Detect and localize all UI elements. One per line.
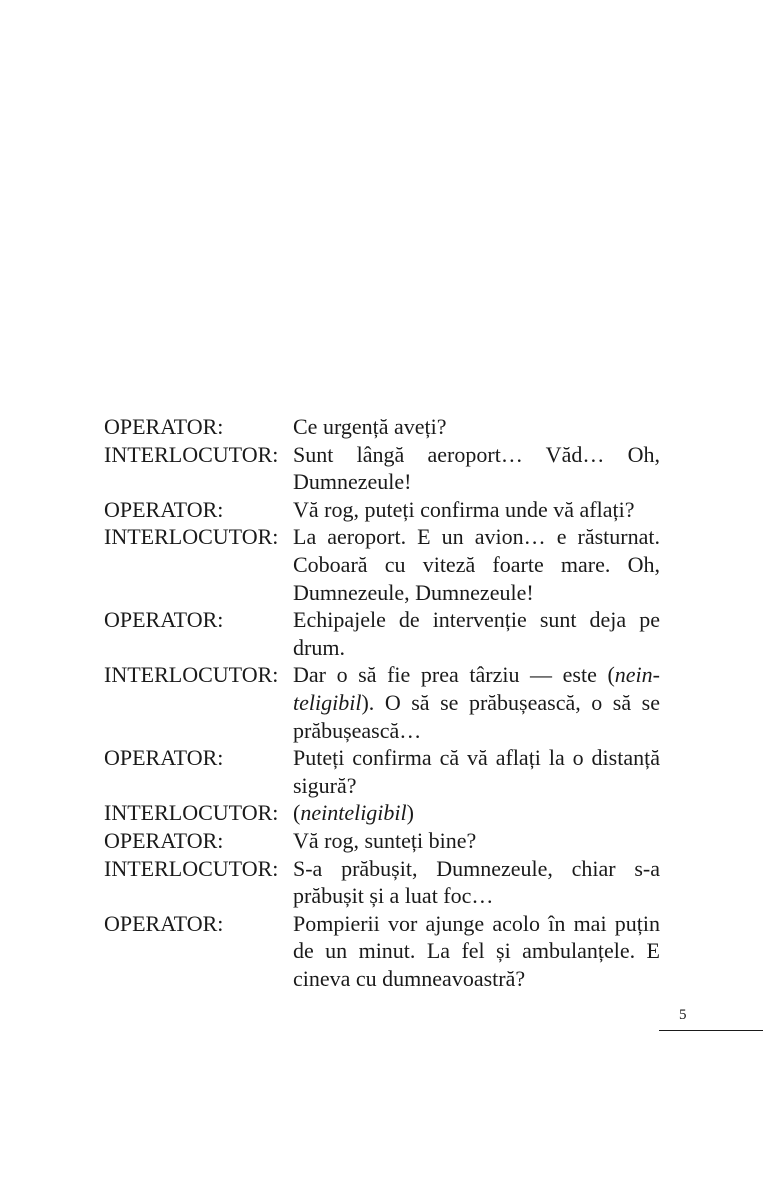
transcript-line [104,496,660,524]
line-text: La aeroport. E un avion… e răsturnat. Coboară cu viteză foarte mare. Oh, Dumnezeule, Dumnezeule! [293,524,660,605]
line-text-after: ) [406,800,414,826]
speaker-label: INTERLOCUTOR: [104,800,279,826]
line-text [293,661,660,744]
speaker-label: OPERATOR: [104,910,224,936]
line-text [293,799,660,827]
transcript-line [104,799,660,827]
transcript-line [104,413,660,441]
speaker-label: OPERATOR: [104,496,224,522]
transcript-line [104,441,660,496]
speaker-label: INTERLOCUTOR: [104,662,279,688]
transcript [104,413,660,992]
line-text: Vă rog, sunteți bine? [293,827,477,853]
line-text: S-a prăbușit, Dumnezeule, chiar s-a prăbușit și a luat foc… [293,855,660,909]
line-text: Vă rog, puteți confirma unde vă aflați? [293,496,635,522]
line-text-before: Dar o să fie prea târziu — este ( [293,662,615,688]
line-text-italic: neinteligibil [300,800,407,826]
transcript-line [104,661,660,744]
speaker-label: OPERATOR: [104,745,224,771]
speaker-label: INTERLOCUTOR: [104,441,279,467]
transcript-line [104,744,660,799]
speaker-label: INTERLOCUTOR: [104,855,279,881]
line-text: Sunt lângă aeroport… Văd… Oh, Dumnezeule! [293,441,660,495]
speaker-label: OPERATOR: [104,827,224,853]
line-text: Echipajele de intervenție sunt deja pe drum. [293,607,660,660]
speaker-label: OPERATOR: [104,607,224,633]
transcript-line [104,827,660,855]
line-text: Puteți confirma că vă aflați la o distanță sigură? [293,745,660,798]
transcript-line [104,855,660,910]
speaker-label: OPERATOR: [104,414,224,439]
page-number-rule [659,1030,763,1031]
transcript-line [104,606,660,661]
transcript-line [104,910,660,993]
line-text-italic: neinteligibil [293,662,660,715]
transcript-line [104,523,660,606]
line-text: Pompierii vor ajunge acolo în mai puțin de un minut. La fel și ambulanțele. E cineva cu dumneavoastră? [293,910,660,991]
line-text-before: ( [293,800,301,826]
line-text: Ce urgență aveți? [293,414,447,439]
page-number: 5 [679,1007,687,1023]
line-text-after: ). O să se prăbușească, o să se prăbușească… [293,689,660,743]
speaker-label: INTERLOCUTOR: [104,524,279,550]
